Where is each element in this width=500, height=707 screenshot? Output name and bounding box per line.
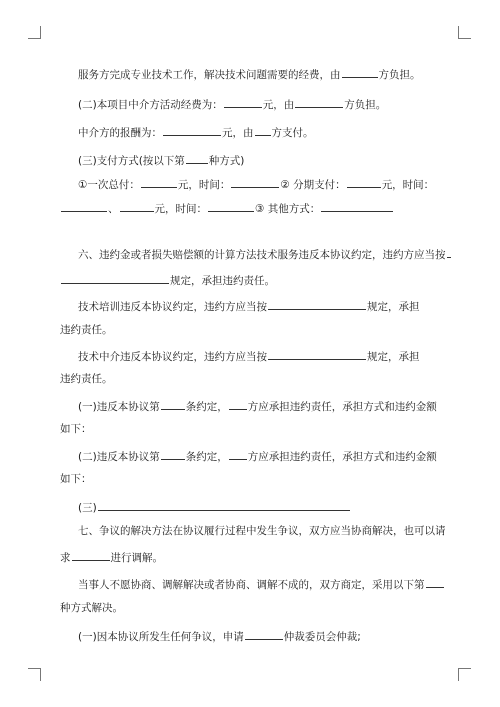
text: 中介方的报酬为：	[78, 127, 162, 139]
text: 元，时间：	[177, 179, 231, 191]
text: ③ 其他方式：	[255, 203, 321, 215]
text: 、	[108, 203, 119, 215]
text: 进行调解。	[110, 552, 163, 564]
blank-field[interactable]	[347, 176, 381, 188]
text: ② 分期支付：	[280, 179, 346, 191]
blank-field[interactable]	[426, 576, 444, 588]
text: 方负担。	[378, 69, 421, 81]
blank-field[interactable]	[295, 96, 343, 108]
paragraph-agency-expense	[78, 96, 444, 112]
text: 方应承担违约责任，承担方式和违约金额	[247, 401, 437, 413]
text: (二)违反本协议第	[78, 451, 160, 463]
text: 种方式解决。	[60, 602, 123, 614]
paragraph-breach-one	[78, 398, 444, 414]
paragraph-arbitration-cont	[60, 601, 444, 615]
paragraph-breach-three	[78, 499, 444, 515]
crop-mark-top-right	[458, 26, 471, 39]
text: 如下：	[60, 473, 92, 485]
text: 规定，承担	[367, 301, 420, 313]
text: 元，由	[262, 99, 295, 111]
blank-field[interactable]	[163, 124, 221, 136]
text: 规定，承担	[367, 351, 420, 363]
blank-field[interactable]	[61, 272, 169, 284]
paragraph-expense-line	[78, 66, 444, 82]
text: 违约责任。	[60, 373, 113, 385]
paragraph-arbitration	[78, 576, 444, 592]
blank-field[interactable]	[161, 448, 185, 460]
text: 违约责任。	[60, 324, 113, 336]
text: 元，时间：	[154, 203, 207, 215]
paragraph-agency-breach	[78, 348, 444, 364]
text: (三)支付方式(按以下第	[78, 155, 185, 167]
blank-field[interactable]	[61, 200, 107, 212]
crop-mark-bottom-left	[28, 668, 41, 681]
blank-field[interactable]	[231, 176, 279, 188]
paragraph-training-breach-cont	[60, 323, 444, 337]
text: 技术中介违反本协议约定，违约方应当按	[78, 351, 267, 363]
blank-field[interactable]	[229, 448, 247, 460]
text: 方支付。	[271, 127, 314, 139]
blank-field[interactable]	[141, 176, 177, 188]
blank-field[interactable]	[224, 96, 262, 108]
blank-field[interactable]	[72, 549, 110, 561]
section-seven-line2	[60, 549, 444, 565]
paragraph-agency-breach-cont	[60, 372, 444, 386]
blank-field[interactable]	[186, 152, 208, 164]
blank-field[interactable]	[268, 298, 366, 310]
blank-field[interactable]	[255, 124, 271, 136]
paragraph-agency-fee	[78, 124, 444, 140]
blank-field[interactable]	[245, 628, 283, 640]
crop-mark-top-left	[28, 26, 41, 39]
text: (三)	[78, 502, 97, 514]
blank-field[interactable]	[120, 200, 154, 212]
text: 求	[60, 552, 71, 564]
text: 方负担。	[344, 99, 387, 111]
blank-field[interactable]	[268, 348, 366, 360]
text: (二)本项目中介方活动经费为：	[78, 99, 223, 111]
blank-field[interactable]	[208, 200, 254, 212]
paragraph-training-breach	[78, 298, 444, 314]
text: ①一次总付：	[78, 179, 140, 191]
paragraph-breach-two-cont	[60, 472, 444, 486]
text: 七、争议的解决方法在协议履行过程中发生争议，双方应当协商解决，也可以请	[78, 525, 446, 537]
blank-field[interactable]	[342, 66, 378, 78]
blank-field[interactable]	[321, 200, 393, 212]
paragraph-payment-options	[78, 176, 444, 192]
text: 如下：	[60, 423, 92, 435]
text: 当事人不愿协商、调解解决或者协商、调解不成的，双方商定，采用以下第	[78, 579, 425, 591]
text: (一)因本协议所发生任何争议，申请	[78, 631, 244, 643]
blank-field[interactable]	[447, 246, 451, 258]
paragraph-payment-options-cont	[60, 200, 444, 216]
text: 六、违约金或者损失赔偿额的计算方法技术服务违反本协议约定，违约方应当按	[78, 249, 446, 261]
paragraph-payment-method	[78, 152, 444, 168]
text: (一)违反本协议第	[78, 401, 160, 413]
section-six-heading	[78, 246, 444, 262]
text: 规定，承担违约责任。	[170, 275, 275, 287]
text: 条约定，	[185, 401, 228, 413]
blank-field[interactable]	[161, 398, 185, 410]
text: 技术培训违反本协议约定，违约方应当按	[78, 301, 267, 313]
text: 条约定，	[185, 451, 228, 463]
blank-field[interactable]	[98, 499, 350, 511]
blank-field[interactable]	[229, 398, 247, 410]
text: 服务方完成专业技术工作，解决技术问题需要的经费，由	[78, 69, 341, 81]
paragraph-breach-one-cont	[60, 422, 444, 436]
text: 元，由	[222, 127, 254, 139]
crop-mark-bottom-right	[458, 668, 471, 681]
paragraph-breach-two	[78, 448, 444, 464]
section-six-line2	[60, 272, 444, 288]
text: 元，时间：	[381, 179, 435, 191]
text: 仲裁委员会仲裁;	[283, 631, 361, 643]
paragraph-arbitration-one	[78, 628, 444, 644]
section-seven-heading	[78, 524, 444, 538]
text: 方应承担违约责任，承担方式和违约金额	[247, 451, 437, 463]
text: 种方式)	[208, 155, 245, 167]
